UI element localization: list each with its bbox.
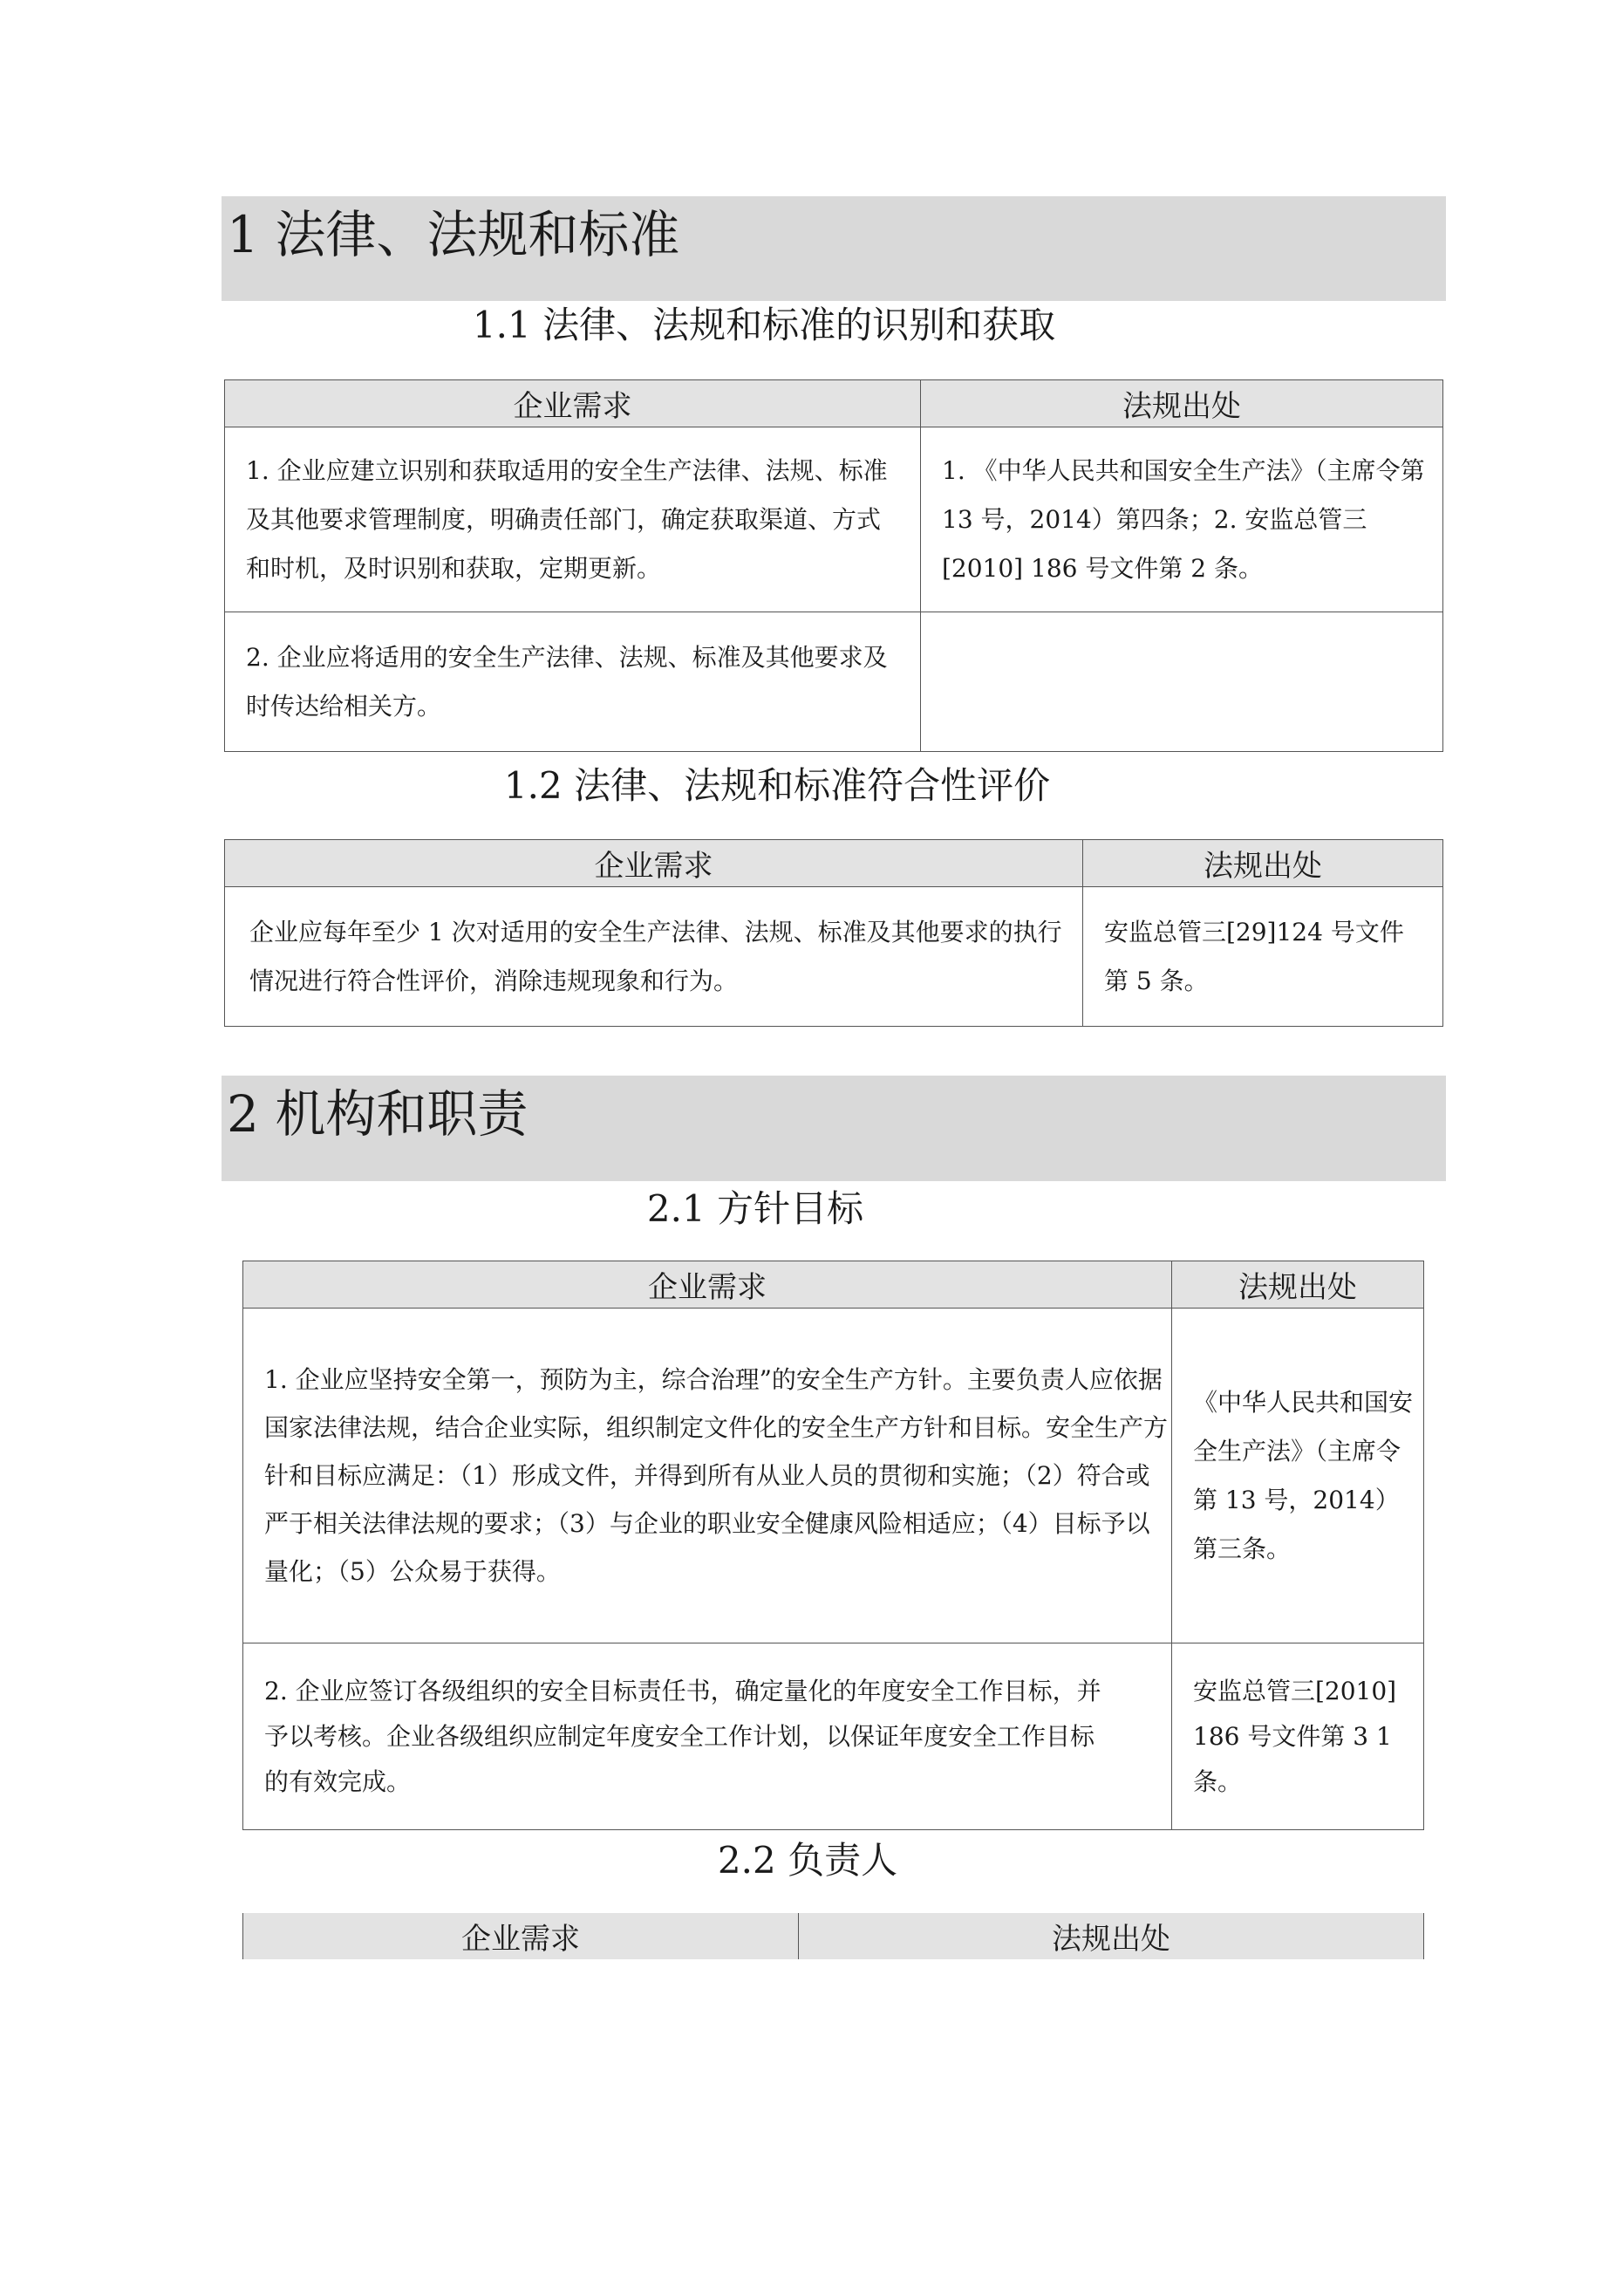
req-cell: 企业应每年至少 1 次对适用的安全生产法律、法规、标准及其他要求的执行情况进行符合性评价，消除违规现象和行为。 bbox=[225, 887, 1083, 1027]
table-header-row bbox=[225, 380, 1443, 427]
req-cell: 1. 企业应建立识别和获取适用的安全生产法律、法规、标准及其他要求管理制度，明确责任部门，确定获取渠道、方式和时机，及时识别和获取，定期更新。 bbox=[225, 427, 921, 612]
col-header-src: 法规出处 bbox=[799, 1913, 1424, 1959]
table-row bbox=[243, 1309, 1424, 1643]
subsection-1-1-title: 1.1 法律、法规和标准的识别和获取 bbox=[472, 304, 1056, 346]
subsection-2-1-title: 2.1 方针目标 bbox=[646, 1187, 864, 1230]
subsection-1-2-title: 1.2 法律、法规和标准符合性评价 bbox=[503, 764, 1051, 807]
col-header-req: 企业需求 bbox=[243, 1261, 1172, 1309]
req-cell: 2. 企业应将适用的安全生产法律、法规、标准及其他要求及时传达给相关方。 bbox=[225, 612, 921, 752]
src-cell bbox=[921, 612, 1443, 752]
col-header-src: 法规出处 bbox=[1172, 1261, 1424, 1309]
req-cell: 2. 企业应签订各级组织的安全目标责任书，确定量化的年度安全工作目标，并予以考核。企业各级组织应制定年度安全工作计划，以保证年度安全工作目标的有效完成。 bbox=[243, 1643, 1172, 1830]
src-cell: 1. 《中华人民共和国安全生产法》（主席令第 13 号，2014）第四条；2. 安监总管三[2010] 186 号文件第 2 条。 bbox=[921, 427, 1443, 612]
col-header-src: 法规出处 bbox=[921, 380, 1443, 427]
src-cell: 安监总管三[29]124 号文件第 5 条。 bbox=[1083, 887, 1443, 1027]
table-header-row bbox=[243, 1913, 1424, 1959]
table-row bbox=[243, 1643, 1424, 1830]
table-row bbox=[225, 612, 1443, 752]
table-header-row bbox=[225, 840, 1443, 887]
subsection-2-2-title: 2.2 负责人 bbox=[717, 1839, 898, 1882]
table-1-2 bbox=[224, 839, 1443, 1027]
col-header-req: 企业需求 bbox=[225, 380, 921, 427]
section-1-title: 1 法律、法规和标准 bbox=[227, 205, 680, 264]
table-row bbox=[225, 427, 1443, 612]
src-cell: 《中华人民共和国安全生产法》（主席令第 13 号，2014）第三条。 bbox=[1172, 1309, 1424, 1643]
table-2-2 bbox=[242, 1913, 1424, 1959]
section-2-title: 2 机构和职责 bbox=[227, 1084, 528, 1144]
col-header-req: 企业需求 bbox=[225, 840, 1083, 887]
table-row bbox=[225, 887, 1443, 1027]
src-cell: 安监总管三[2010]186 号文件第 3 1 条。 bbox=[1172, 1643, 1424, 1830]
req-cell: 1. 企业应坚持安全第一，预防为主，综合治理”的安全生产方针。主要负责人应依据国家法律法规，结合企业实际，组织制定文件化的安全生产方针和目标。安全生产方针和目标应满足：（1）形成文件，并得到所有从业人员的贯彻和实施；（2）符合或严于相关法律法规的要求；（3）与企业的职业安全健康风险相适应；（4）目标予以量化；（5）公众易于获得。 bbox=[243, 1309, 1172, 1643]
table-header-row bbox=[243, 1261, 1424, 1309]
table-1-1 bbox=[224, 379, 1443, 752]
table-2-1 bbox=[242, 1261, 1424, 1830]
col-header-src: 法规出处 bbox=[1083, 840, 1443, 887]
col-header-req: 企业需求 bbox=[243, 1913, 799, 1959]
